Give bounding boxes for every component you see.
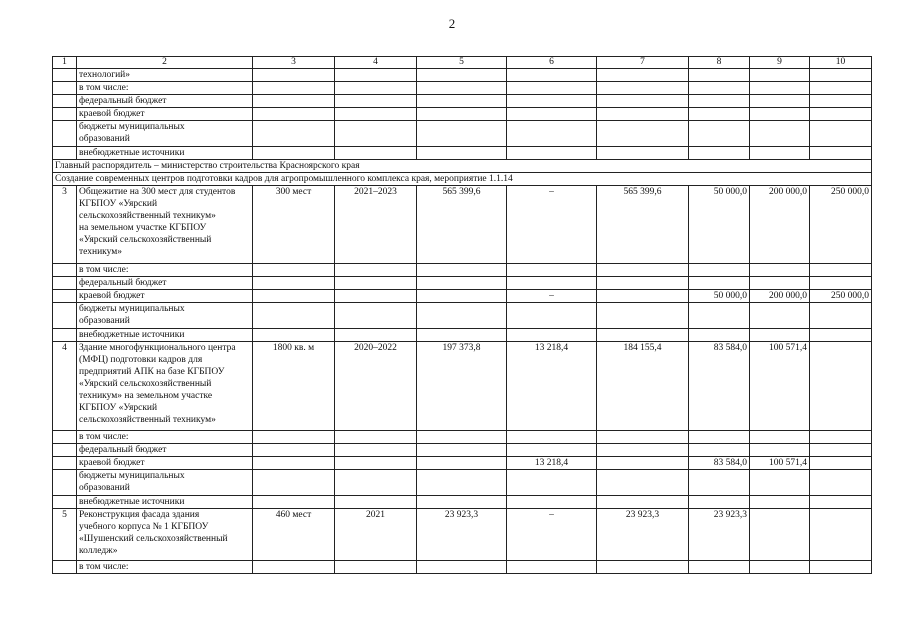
table-row xyxy=(53,121,872,147)
table-row xyxy=(53,470,872,496)
table-cell xyxy=(507,69,597,82)
row-name-cell: в том числе: xyxy=(77,264,253,277)
table-cell xyxy=(253,121,335,147)
table-cell xyxy=(335,95,417,108)
table-row xyxy=(53,496,872,509)
table-cell xyxy=(750,147,810,160)
table-row xyxy=(53,95,872,108)
table-cell xyxy=(253,496,335,509)
table-cell xyxy=(53,147,77,160)
row-name-cell: федеральный бюджет xyxy=(77,277,253,290)
row-name-cell: Общежитие на 300 мест для студентов КГБПОУ «Уярский сельскохозяйственный техникум» на земельном участке КГБПОУ «Уярский сельскохозяйственный техникум» xyxy=(77,186,253,264)
table-cell xyxy=(810,121,872,147)
table-cell xyxy=(810,444,872,457)
object-row xyxy=(53,342,872,431)
table-row xyxy=(53,329,872,342)
table-cell xyxy=(689,444,750,457)
table-cell xyxy=(597,561,689,574)
table-cell xyxy=(750,277,810,290)
table-cell xyxy=(253,457,335,470)
table-cell xyxy=(750,329,810,342)
table-cell xyxy=(417,496,507,509)
table-cell xyxy=(597,147,689,160)
table-cell xyxy=(335,82,417,95)
table-cell xyxy=(253,303,335,329)
table-cell xyxy=(253,329,335,342)
table-body xyxy=(53,57,872,574)
table-cell xyxy=(597,82,689,95)
table-cell xyxy=(689,69,750,82)
table-cell xyxy=(335,561,417,574)
table-cell xyxy=(689,108,750,121)
table-cell xyxy=(810,303,872,329)
row-name-cell: внебюджетные источники xyxy=(77,329,253,342)
table-cell xyxy=(53,561,77,574)
table-cell xyxy=(417,147,507,160)
row-name-cell: внебюджетные источники xyxy=(77,496,253,509)
table-cell: 2021 xyxy=(335,509,417,561)
section-title: Главный распорядитель – министерство строительства Красноярского края xyxy=(53,160,872,173)
table-cell xyxy=(810,470,872,496)
table-cell xyxy=(53,121,77,147)
table-cell xyxy=(335,496,417,509)
column-number-header-row xyxy=(53,57,872,69)
table-cell: 460 мест xyxy=(253,509,335,561)
table-cell: 250 000,0 xyxy=(810,290,872,303)
table-cell: – xyxy=(507,186,597,264)
table-cell xyxy=(335,147,417,160)
table-row xyxy=(53,69,872,82)
table-row xyxy=(53,561,872,574)
table-cell xyxy=(335,303,417,329)
table-cell xyxy=(689,303,750,329)
table-cell xyxy=(810,277,872,290)
table-row xyxy=(53,290,872,303)
column-header-8: 8 xyxy=(689,57,750,69)
table-cell xyxy=(597,264,689,277)
column-header-3: 3 xyxy=(253,57,335,69)
table-cell xyxy=(750,303,810,329)
table-cell xyxy=(417,303,507,329)
table-cell xyxy=(417,264,507,277)
table-cell xyxy=(417,329,507,342)
section-row xyxy=(53,160,872,173)
table-cell: 3 xyxy=(53,186,77,264)
object-row xyxy=(53,186,872,264)
table-cell xyxy=(335,277,417,290)
table-cell xyxy=(253,69,335,82)
row-name-cell: в том числе: xyxy=(77,431,253,444)
table-cell xyxy=(810,108,872,121)
table-cell xyxy=(507,147,597,160)
table-cell xyxy=(507,95,597,108)
table-cell xyxy=(53,303,77,329)
table-cell xyxy=(750,509,810,561)
table-row xyxy=(53,444,872,457)
table-cell xyxy=(689,470,750,496)
section-title: Создание современных центров подготовки кадров для агропромышленного комплекса края, мероприятие 1.1.14 xyxy=(53,173,872,186)
table-cell xyxy=(810,147,872,160)
table-cell xyxy=(810,82,872,95)
table-cell xyxy=(750,95,810,108)
table-cell: 23 923,3 xyxy=(689,509,750,561)
table-cell xyxy=(750,121,810,147)
row-name-cell: Реконструкция фасада здания учебного корпуса № 1 КГБПОУ «Шушенский сельскохозяйственный колледж» xyxy=(77,509,253,561)
row-name-cell: в том числе: xyxy=(77,82,253,95)
column-header-7: 7 xyxy=(597,57,689,69)
table-cell xyxy=(689,121,750,147)
table-cell xyxy=(53,470,77,496)
table-row xyxy=(53,277,872,290)
table-cell: 200 000,0 xyxy=(750,290,810,303)
table-cell xyxy=(689,561,750,574)
table-cell xyxy=(810,561,872,574)
table-cell: 4 xyxy=(53,342,77,431)
table-cell xyxy=(810,69,872,82)
table-row xyxy=(53,457,872,470)
table-cell: 250 000,0 xyxy=(810,186,872,264)
table-cell xyxy=(53,95,77,108)
table-cell: 565 399,6 xyxy=(597,186,689,264)
table-cell xyxy=(689,496,750,509)
table-cell xyxy=(417,431,507,444)
row-name-cell: технологий» xyxy=(77,69,253,82)
table-row xyxy=(53,264,872,277)
table-cell: 50 000,0 xyxy=(689,290,750,303)
table-cell xyxy=(417,290,507,303)
table-cell xyxy=(335,329,417,342)
table-cell xyxy=(507,561,597,574)
table-cell xyxy=(417,82,507,95)
table-cell xyxy=(253,431,335,444)
column-header-2: 2 xyxy=(77,57,253,69)
table-cell xyxy=(335,69,417,82)
table-cell xyxy=(810,431,872,444)
table-cell xyxy=(810,509,872,561)
table-cell xyxy=(597,121,689,147)
column-header-5: 5 xyxy=(417,57,507,69)
table-cell xyxy=(750,108,810,121)
table-cell: 23 923,3 xyxy=(597,509,689,561)
table-cell xyxy=(253,82,335,95)
table-cell xyxy=(507,82,597,95)
table-cell xyxy=(253,444,335,457)
table-cell: 2021–2023 xyxy=(335,186,417,264)
table-cell xyxy=(507,264,597,277)
table-cell xyxy=(417,457,507,470)
table-cell: 200 000,0 xyxy=(750,186,810,264)
table-cell xyxy=(810,457,872,470)
table-cell xyxy=(810,95,872,108)
row-name-cell: краевой бюджет xyxy=(77,108,253,121)
table-cell xyxy=(750,444,810,457)
table-cell xyxy=(597,69,689,82)
table-cell xyxy=(597,457,689,470)
section-row xyxy=(53,173,872,186)
table-cell xyxy=(507,108,597,121)
table-cell: 5 xyxy=(53,509,77,561)
table-cell xyxy=(597,303,689,329)
table-cell xyxy=(689,82,750,95)
row-name-cell: Здание многофункционального центра (МФЦ) подготовки кадров для предприятий АПК на базе КГБПОУ «Уярский сельскохозяйственный техникум» на земельном участке КГБПОУ «Уярский сельскохозяйственный техникум» xyxy=(77,342,253,431)
table-cell xyxy=(335,444,417,457)
table-cell xyxy=(597,470,689,496)
table-cell xyxy=(507,329,597,342)
table-cell xyxy=(253,561,335,574)
row-name-cell: краевой бюджет xyxy=(77,457,253,470)
table-cell: – xyxy=(507,290,597,303)
table-cell xyxy=(253,290,335,303)
table-cell: 300 мест xyxy=(253,186,335,264)
table-cell xyxy=(53,69,77,82)
table-cell xyxy=(689,147,750,160)
table-cell xyxy=(253,277,335,290)
table-cell xyxy=(417,470,507,496)
column-header-10: 10 xyxy=(810,57,872,69)
table-cell xyxy=(507,121,597,147)
table-cell xyxy=(750,470,810,496)
table-cell xyxy=(53,264,77,277)
table-cell xyxy=(689,95,750,108)
table-cell xyxy=(507,431,597,444)
table-cell: 565 399,6 xyxy=(417,186,507,264)
table-cell xyxy=(597,431,689,444)
table-cell xyxy=(507,303,597,329)
table-cell xyxy=(750,496,810,509)
table-cell xyxy=(335,290,417,303)
table-cell: 83 584,0 xyxy=(689,342,750,431)
table-cell xyxy=(53,82,77,95)
table-cell xyxy=(53,496,77,509)
table-cell: 50 000,0 xyxy=(689,186,750,264)
table-cell xyxy=(53,277,77,290)
table-cell xyxy=(597,108,689,121)
table-row xyxy=(53,82,872,95)
table-cell xyxy=(689,431,750,444)
table-cell xyxy=(597,329,689,342)
table-cell: 197 373,8 xyxy=(417,342,507,431)
table-cell xyxy=(750,561,810,574)
table-cell xyxy=(417,121,507,147)
table-cell xyxy=(689,264,750,277)
table-cell xyxy=(335,121,417,147)
row-name-cell: федеральный бюджет xyxy=(77,95,253,108)
table-cell xyxy=(335,108,417,121)
table-cell xyxy=(810,342,872,431)
table-row xyxy=(53,108,872,121)
table-row xyxy=(53,303,872,329)
column-header-9: 9 xyxy=(750,57,810,69)
row-name-cell: в том числе: xyxy=(77,561,253,574)
table-cell xyxy=(53,290,77,303)
table-cell xyxy=(597,496,689,509)
table-cell xyxy=(597,95,689,108)
table-cell xyxy=(417,69,507,82)
table-cell xyxy=(417,561,507,574)
table-cell xyxy=(597,277,689,290)
table-cell xyxy=(810,496,872,509)
table-cell: 100 571,4 xyxy=(750,457,810,470)
object-row xyxy=(53,509,872,561)
table-cell: 83 584,0 xyxy=(689,457,750,470)
table-cell xyxy=(253,264,335,277)
table-cell xyxy=(335,457,417,470)
row-name-cell: бюджеты муниципальных образований xyxy=(77,121,253,147)
table-cell xyxy=(417,277,507,290)
table-cell: 184 155,4 xyxy=(597,342,689,431)
table-cell xyxy=(507,277,597,290)
table-row xyxy=(53,147,872,160)
table-cell: 13 218,4 xyxy=(507,457,597,470)
column-header-6: 6 xyxy=(507,57,597,69)
table-cell xyxy=(750,264,810,277)
row-name-cell: бюджеты муниципальных образований xyxy=(77,303,253,329)
table-cell xyxy=(750,431,810,444)
table-cell xyxy=(53,444,77,457)
table-cell xyxy=(53,457,77,470)
table-cell: – xyxy=(507,509,597,561)
table-cell xyxy=(507,496,597,509)
table-cell xyxy=(253,95,335,108)
table-cell xyxy=(810,329,872,342)
table-cell xyxy=(689,277,750,290)
table-cell: 1800 кв. м xyxy=(253,342,335,431)
table-cell xyxy=(507,444,597,457)
table-cell xyxy=(750,69,810,82)
budget-table xyxy=(52,56,872,574)
table-cell xyxy=(507,470,597,496)
table-cell xyxy=(597,290,689,303)
table-cell xyxy=(417,108,507,121)
row-name-cell: внебюджетные источники xyxy=(77,147,253,160)
table-cell xyxy=(750,82,810,95)
table-cell: 13 218,4 xyxy=(507,342,597,431)
table-cell xyxy=(689,329,750,342)
table-cell xyxy=(810,264,872,277)
column-header-1: 1 xyxy=(53,57,77,69)
table-cell: 100 571,4 xyxy=(750,342,810,431)
table-cell xyxy=(53,108,77,121)
table-cell xyxy=(53,431,77,444)
table-cell xyxy=(417,95,507,108)
table-cell xyxy=(335,264,417,277)
table-cell xyxy=(335,431,417,444)
table-cell xyxy=(253,470,335,496)
table-cell: 23 923,3 xyxy=(417,509,507,561)
row-name-cell: краевой бюджет xyxy=(77,290,253,303)
table-cell xyxy=(597,444,689,457)
table-cell xyxy=(253,108,335,121)
row-name-cell: федеральный бюджет xyxy=(77,444,253,457)
table-cell xyxy=(53,329,77,342)
table-cell xyxy=(417,444,507,457)
table-row xyxy=(53,431,872,444)
row-name-cell: бюджеты муниципальных образований xyxy=(77,470,253,496)
table-cell: 2020–2022 xyxy=(335,342,417,431)
table-cell xyxy=(335,470,417,496)
page-number: 2 xyxy=(448,16,456,31)
column-header-4: 4 xyxy=(335,57,417,69)
table-cell xyxy=(253,147,335,160)
